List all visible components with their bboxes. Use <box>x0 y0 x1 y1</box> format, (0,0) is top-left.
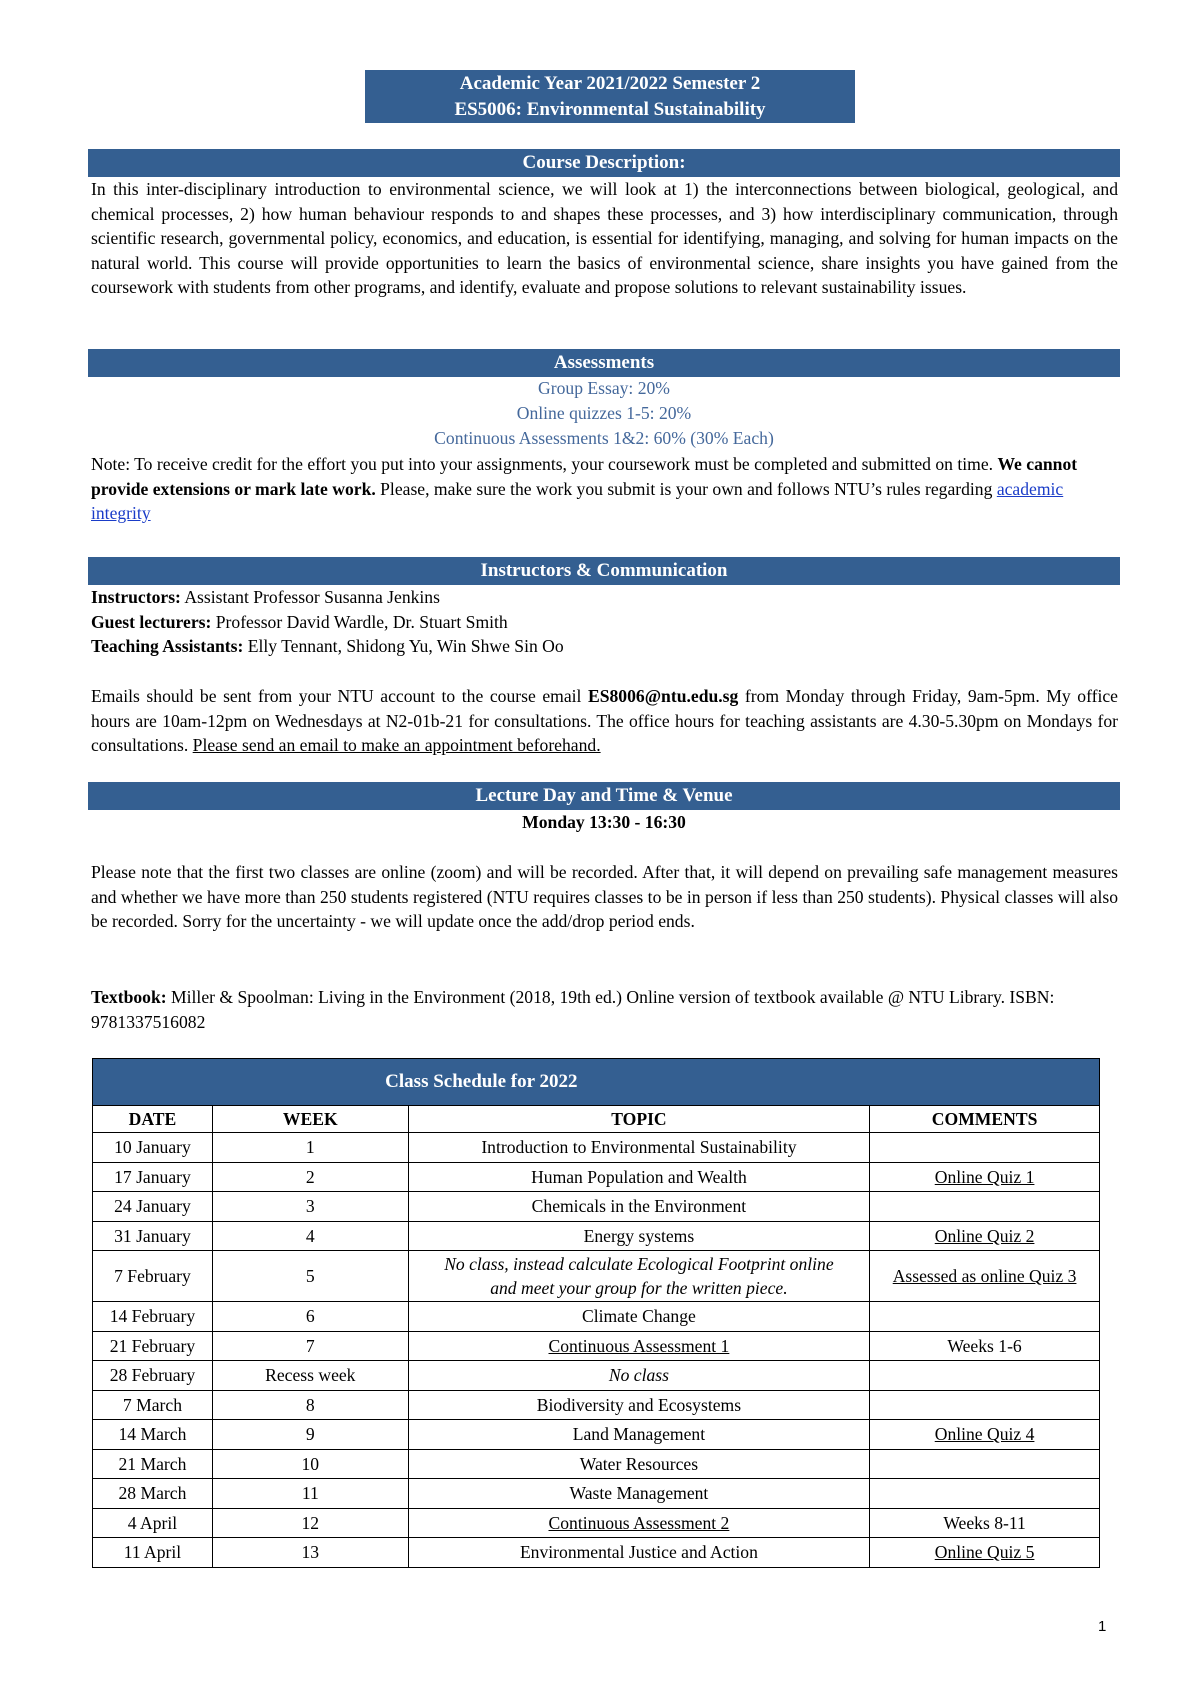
topic-cell: No class, instead calculate Ecological Footprint online and meet your group for the written piece. <box>408 1251 869 1302</box>
instructors-line <box>91 585 1118 610</box>
topic-cell: Energy systems <box>408 1221 869 1251</box>
academic-integrity-link[interactable]: academic integrity <box>91 478 1064 523</box>
date-cell: 14 February <box>93 1302 213 1332</box>
title-line-2: ES5006: Environmental Sustainability <box>454 99 766 120</box>
note-bold-text: We cannot provide extensions or mark late work. <box>91 454 1078 499</box>
topic-cell: Human Population and Wealth <box>408 1162 869 1192</box>
instructors-label: Instructors: <box>91 587 181 607</box>
week-cell: 7 <box>212 1331 408 1361</box>
document-title <box>365 70 855 123</box>
date-cell: 17 January <box>93 1162 213 1192</box>
column-header-date: DATE <box>93 1106 213 1133</box>
week-cell: 10 <box>212 1449 408 1479</box>
date-cell: 10 January <box>93 1133 213 1163</box>
column-header-topic: TOPIC <box>408 1106 869 1133</box>
date-cell: 28 February <box>93 1361 213 1391</box>
schedule-title-filler <box>870 1059 1100 1106</box>
topic-cell: Biodiversity and Ecosystems <box>408 1390 869 1420</box>
textbook-value: Miller & Spoolman: Living in the Environment (2018, 19th ed.) Online version of textbook available @ NTU Library. ISBN: 9781337516082 <box>91 987 1055 1032</box>
date-cell: 21 February <box>93 1331 213 1361</box>
date-cell: 7 March <box>93 1390 213 1420</box>
week-cell: 11 <box>212 1479 408 1509</box>
column-header-week: WEEK <box>212 1106 408 1133</box>
comments-cell <box>870 1449 1100 1479</box>
week-cell: 8 <box>212 1390 408 1420</box>
teaching-assistants-line <box>91 634 1118 659</box>
week-cell: 13 <box>212 1538 408 1568</box>
topic-cell: Climate Change <box>408 1302 869 1332</box>
class-schedule-table <box>92 1058 1100 1568</box>
table-row <box>93 1538 1100 1568</box>
table-row <box>93 1361 1100 1391</box>
date-cell: 21 March <box>93 1449 213 1479</box>
comments-cell <box>870 1361 1100 1391</box>
assessment-item: Group Essay: 20% <box>538 378 670 398</box>
comments-cell <box>870 1133 1100 1163</box>
lecture-time: Monday 13:30 - 16:30 <box>522 812 686 832</box>
appointment-note: Please send an email to make an appointment beforehand. <box>192 735 601 755</box>
topic-cell: Introduction to Environmental Sustainability <box>408 1133 869 1163</box>
schedule-title: Class Schedule for 2022 <box>93 1059 870 1106</box>
table-row <box>93 1302 1100 1332</box>
teaching-assistants-value: Elly Tennant, Shidong Yu, Win Shwe Sin Oo <box>243 636 564 656</box>
date-cell: 11 April <box>93 1538 213 1568</box>
week-cell: 6 <box>212 1302 408 1332</box>
week-cell: Recess week <box>212 1361 408 1391</box>
assessment-note <box>91 452 1118 526</box>
comments-cell <box>870 1302 1100 1332</box>
column-header-comments: COMMENTS <box>870 1106 1100 1133</box>
week-cell: 9 <box>212 1420 408 1450</box>
week-cell: 4 <box>212 1221 408 1251</box>
comments-cell <box>870 1192 1100 1222</box>
table-row <box>93 1449 1100 1479</box>
date-cell: 4 April <box>93 1508 213 1538</box>
guest-lecturers-value: Professor David Wardle, Dr. Stuart Smith <box>211 611 508 632</box>
schedule-header-row <box>93 1106 1100 1133</box>
assessment-item: Online quizzes 1-5: 20% <box>516 403 692 423</box>
continuous-assessment-link[interactable]: Continuous Assessment 1 <box>408 1331 869 1361</box>
note-text-end: Please, make sure the work you submit is your own and follows NTU’s rules regarding <box>375 478 997 499</box>
comments-cell <box>870 1479 1100 1509</box>
table-row <box>93 1479 1100 1509</box>
table-row <box>93 1133 1100 1163</box>
week-cell: 5 <box>212 1251 408 1302</box>
topic-cell: Chemicals in the Environment <box>408 1192 869 1222</box>
instructors-value: Assistant Professor Susanna Jenkins <box>180 587 440 607</box>
continuous-assessment-link[interactable]: Continuous Assessment 2 <box>408 1508 869 1538</box>
comments-cell <box>870 1390 1100 1420</box>
week-cell: 12 <box>212 1508 408 1538</box>
course-description-text: In this inter-disciplinary introduction to environmental science, we will look at 1) the interconnections between biological, geological, and chemical processes, 2) how human behaviour responds to and shapes these processes, and 3) how interdisciplinary communication, through scientific research, governmental policy, economics, and education, is essential for identifying, managing, and solving for human impacts on the natural world. This course will provide opportunities to learn the basics of environmental science, share insights you have gained from the coursework with students from other programs, and identify, evaluate and propose solutions to relevant sustainability issues. <box>91 179 1118 297</box>
assessment-list <box>88 376 1120 451</box>
lecture-note: Please note that the first two classes are online (zoom) and will be recorded. After that, it will depend on prevailing safe management measures and whether we have more than 250 students registered (NTU requires classes to be in person if less than 250 students). Physical classes will also be recorded. Sorry for the uncertainty - we will update once the add/drop period ends. <box>91 862 1118 931</box>
online-quiz-link[interactable]: Assessed as online Quiz 3 <box>870 1251 1100 1302</box>
table-row <box>93 1251 1100 1302</box>
guest-lecturers-line <box>91 610 1118 635</box>
date-cell: 28 March <box>93 1479 213 1509</box>
table-row <box>93 1508 1100 1538</box>
table-row <box>93 1420 1100 1450</box>
topic-cell: Waste Management <box>408 1479 869 1509</box>
page-number: 1 <box>1098 1618 1107 1635</box>
textbook-paragraph <box>91 985 1118 1034</box>
course-email: ES8006@ntu.edu.sg <box>587 686 739 706</box>
week-cell: 3 <box>212 1192 408 1222</box>
topic-cell: No class <box>408 1361 869 1391</box>
teaching-assistants-label: Teaching Assistants: <box>91 636 244 656</box>
table-row <box>93 1192 1100 1222</box>
table-row <box>93 1221 1100 1251</box>
lecture-heading: Lecture Day and Time & Venue <box>88 782 1120 810</box>
email-text-mid: from Monday through Friday, 9am-5pm. My office hours are 10am-12pm on Wednesdays at N2-01b-21 for consultations. The office hours for teaching assistants are 4.30-5.30pm on Mondays for consultations. <box>91 686 1118 755</box>
guest-lecturers-label: Guest lecturers: <box>91 611 212 632</box>
schedule-title-row <box>93 1059 1100 1106</box>
comments-cell: Weeks 1-6 <box>870 1331 1100 1361</box>
title-line-1: Academic Year 2021/2022 Semester 2 <box>459 73 761 94</box>
assessments-heading: Assessments <box>88 349 1120 377</box>
date-cell: 7 February <box>93 1251 213 1302</box>
week-cell: 2 <box>212 1162 408 1192</box>
course-description-heading: Course Description: <box>88 149 1120 177</box>
online-quiz-link[interactable]: Online Quiz 4 <box>870 1420 1100 1450</box>
comments-cell: Weeks 8-11 <box>870 1508 1100 1538</box>
table-row <box>93 1331 1100 1361</box>
date-cell: 24 January <box>93 1192 213 1222</box>
week-cell: 1 <box>212 1133 408 1163</box>
assessment-item: Continuous Assessments 1&2: 60% (30% Each) <box>434 428 774 448</box>
online-quiz-link[interactable]: Online Quiz 1 <box>870 1162 1100 1192</box>
instructors-block <box>91 585 1118 659</box>
date-cell: 31 January <box>93 1221 213 1251</box>
date-cell: 14 March <box>93 1420 213 1450</box>
online-quiz-link[interactable]: Online Quiz 2 <box>870 1221 1100 1251</box>
email-text: Emails should be sent from your NTU account to the course email <box>91 686 588 706</box>
instructors-heading: Instructors & Communication <box>88 557 1120 585</box>
topic-cell: Land Management <box>408 1420 869 1450</box>
topic-cell: Environmental Justice and Action <box>408 1538 869 1568</box>
topic-cell: Water Resources <box>408 1449 869 1479</box>
note-text: Note: To receive credit for the effort you put into your assignments, your coursework must be completed and submitted on time. <box>91 454 998 474</box>
table-row <box>93 1390 1100 1420</box>
online-quiz-link[interactable]: Online Quiz 5 <box>870 1538 1100 1568</box>
email-paragraph <box>91 684 1118 758</box>
textbook-label: Textbook: <box>91 987 167 1007</box>
table-row <box>93 1162 1100 1192</box>
